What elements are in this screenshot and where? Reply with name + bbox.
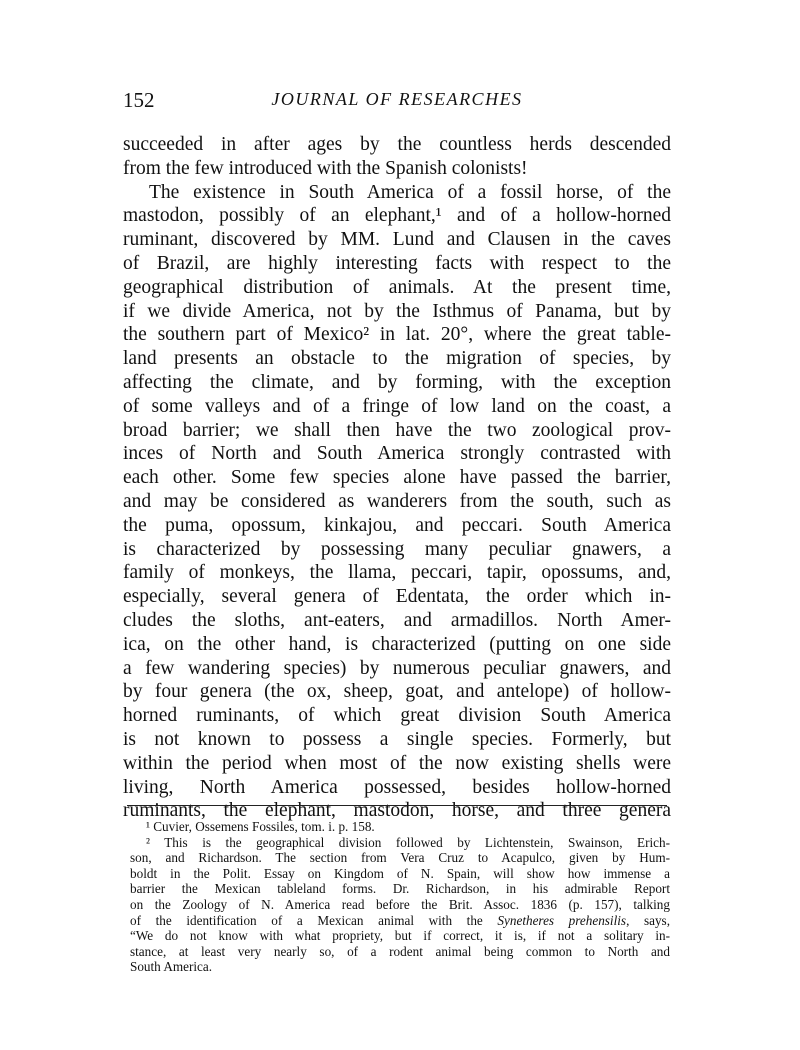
text-line: by four genera (the ox, sheep, goat, and antelope) of hollow- (123, 681, 671, 703)
running-title: JOURNAL OF RESEARCHES (271, 89, 523, 109)
text-line: ruminant, discovered by MM. Lund and Clausen in the caves (123, 229, 671, 251)
text-line: living, North America possessed, besides hollow-horned (123, 776, 671, 798)
footnote-line: on the Zoology of N. America read before the Brit. Assoc. 1836 (p. 157), talking (130, 896, 670, 912)
footnote-line: boldt in the Polit. Essay on Kingdom of N. Spain, will show how immense a (130, 865, 670, 881)
footnote-line: South America. (130, 959, 213, 975)
footnote-text: of the identification of a Mexican animal with the (130, 912, 483, 928)
text-line: horned ruminants, of which great division South America (123, 705, 671, 727)
text-line: especially, several genera of Edentata, the order which in- (123, 586, 671, 608)
text-line: is not known to possess a single species. Formerly, but (123, 728, 671, 750)
text-line: inces of North and South America strongly contrasted with (123, 443, 671, 465)
text-line: the southern part of Mexico² in lat. 20°, where the great table- (123, 324, 671, 346)
page-header (123, 88, 671, 112)
text-line: of Brazil, are highly interesting facts with respect to the (123, 252, 671, 274)
footnote-text: , says, (626, 912, 670, 928)
text-line: mastodon, possibly of an elephant,¹ and of a hollow-horned (123, 205, 671, 227)
footnote-divider (127, 805, 667, 806)
text-line: the puma, opossum, kinkajou, and peccari. South America (123, 514, 671, 536)
text-line: succeeded in after ages by the countless herds descended (123, 134, 671, 155)
text-line: The existence in South America of a fossil horse, of the (149, 181, 671, 203)
text-line: family of monkeys, the llama, peccari, tapir, opossums, and, (123, 562, 671, 584)
text-line: affecting the climate, and by forming, with the exception (123, 371, 671, 393)
text-line: within the period when most of the now existing shells were (123, 752, 671, 774)
footnotes (130, 819, 670, 975)
text-line: land presents an obstacle to the migration of species, by (123, 348, 671, 370)
text-line: ica, on the other hand, is characterized (putting on one side (123, 633, 671, 655)
footnote-line: son, and Richardson. The section from Vera Cruz to Acapulco, given by Hum- (130, 850, 670, 866)
text-line: if we divide America, not by the Isthmus of Panama, but by (123, 300, 671, 322)
footnote-line: ² This is the geographical division followed by Lichtenstein, Swainson, Erich- (146, 834, 670, 850)
page-number: 152 (123, 88, 155, 112)
species-name: Synetheres prehensilis (497, 912, 627, 928)
text-line: is characterized by possessing many peculiar gnawers, a (123, 538, 671, 560)
text-line: each other. Some few species alone have passed the barrier, (123, 467, 671, 489)
text-line: cludes the sloths, ant-eaters, and armadillos. North Amer- (123, 609, 671, 631)
footnote-line: ¹ Cuvier, Ossemens Fossiles, tom. i. p. 158. (146, 819, 375, 834)
text-line: and may be considered as wanderers from the south, such as (123, 490, 671, 512)
text-line: of some valleys and of a fringe of low land on the coast, a (123, 395, 671, 417)
text-line: from the few introduced with the Spanish colonists! (123, 157, 528, 179)
footnote-line (130, 913, 670, 929)
text-line: geographical distribution of animals. At the present time, (123, 276, 671, 298)
body-text (123, 133, 671, 823)
text-line: ruminants, the elephant, mastodon, horse, and three genera (123, 800, 671, 822)
footnote-line: “We do not know with what propriety, but if correct, it is, if not a solitary in- (130, 928, 670, 944)
text-line: broad barrier; we shall then have the two zoological prov- (123, 419, 671, 441)
footnote-line: stance, at least very nearly so, of a rodent animal being common to North and (130, 943, 670, 959)
text-line: a few wandering species) by numerous peculiar gnawers, and (123, 657, 671, 679)
footnote-line: barrier the Mexican tableland forms. Dr. Richardson, in his admirable Report (130, 881, 670, 897)
